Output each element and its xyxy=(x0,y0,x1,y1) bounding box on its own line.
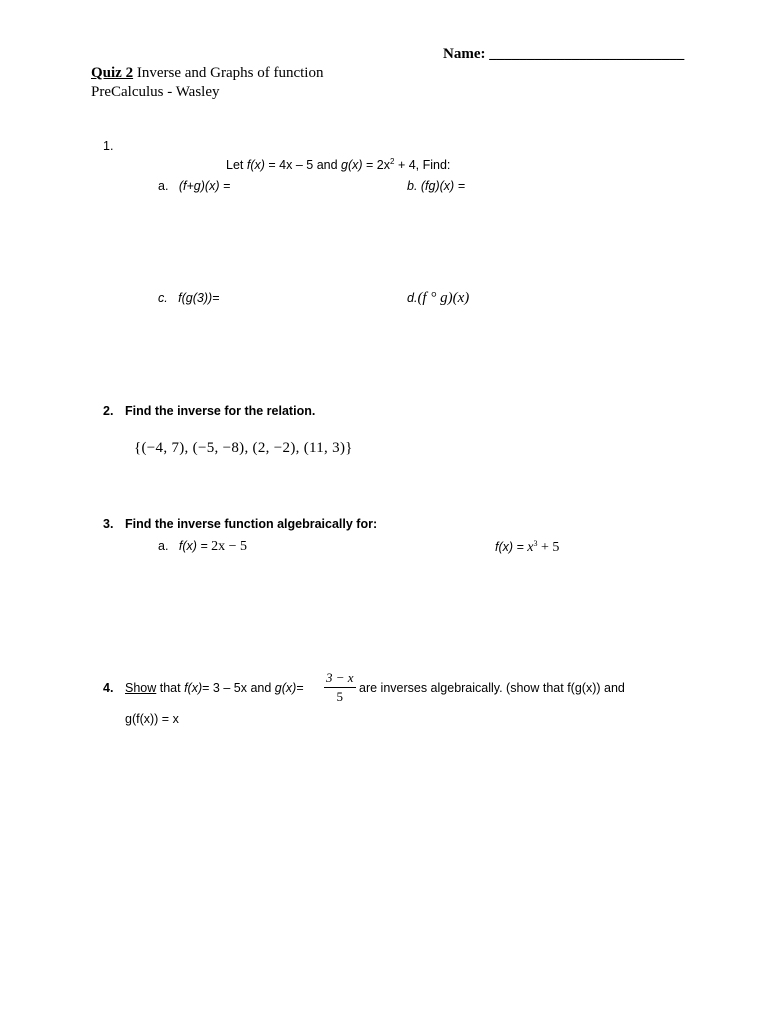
q2-prompt: Find the inverse for the relation. xyxy=(125,404,316,418)
q3-part-a: a. f(x) = 2x − 5 xyxy=(158,539,248,554)
q2-number: 2. xyxy=(103,404,114,418)
quiz-label: Quiz 2 xyxy=(91,65,134,81)
q3-prompt: Find the inverse function algebraically for: xyxy=(125,517,378,531)
q4-statement-cont: are inverses algebraically. (show that f(g(x)) and xyxy=(359,681,625,695)
course-name: PreCalculus - Wasley xyxy=(91,84,220,100)
fraction-numerator: 3 − x xyxy=(324,670,356,688)
fraction-denominator: 5 xyxy=(336,689,344,704)
q1-prompt: Let f(x) = 4x – 5 and $g(x) = 2x^2 + 4$, Find: xyxy=(226,157,451,173)
q1-part-d: d.(f ° g)(x) xyxy=(407,290,470,306)
name-field xyxy=(443,46,684,63)
q1-part-c: c. f(g(3))= xyxy=(158,291,220,305)
q1-part-b: b. (fg)(x) = xyxy=(407,179,465,193)
q1-part-a: a. (f+g)(x) = xyxy=(158,179,231,193)
name-blank: __________________________ xyxy=(489,46,685,62)
q4-fraction xyxy=(324,670,356,705)
quiz-title xyxy=(91,65,323,82)
q3-part-b: $f(x) = x^3 + 5$ xyxy=(495,539,560,556)
q4-show: Show xyxy=(125,681,157,695)
name-label: Name: xyxy=(443,46,486,62)
q4-statement: Show that f(x)= 3 – 5x and g(x)= xyxy=(125,681,304,695)
q1-number: 1. xyxy=(103,139,114,153)
q4-line2: g(f(x)) = x xyxy=(125,712,179,726)
q3-number: 3. xyxy=(103,517,114,531)
q4-number: 4. xyxy=(103,681,114,695)
quiz-subtitle: Inverse and Graphs of function xyxy=(133,65,324,81)
q2-relation: {(−4, 7), (−5, −8), (2, −2), (11, 3)} xyxy=(134,440,353,456)
